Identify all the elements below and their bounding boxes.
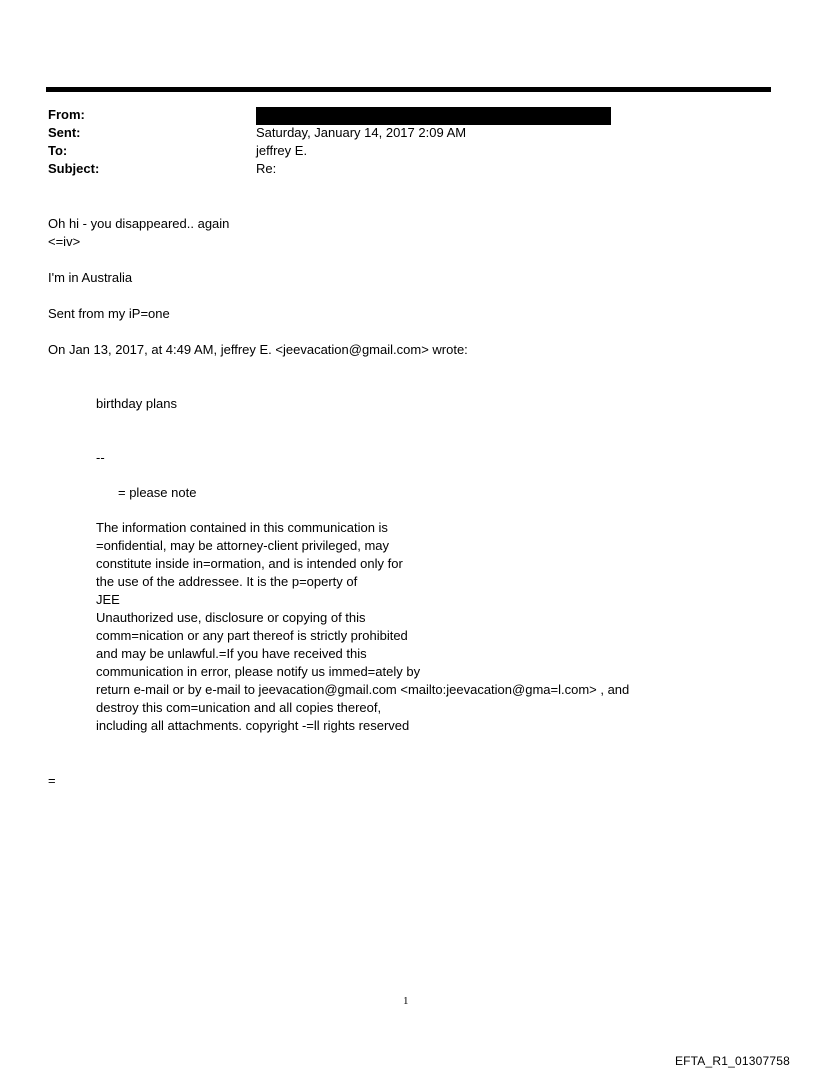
disclaimer-block [96,519,629,735]
message-line: Oh hi - you disappeared.. again [48,216,230,231]
disclaimer-line: and may be unlawful.=If you have received this [96,646,367,661]
quoted-note: = please note [118,485,197,500]
disclaimer-line: Unauthorized use, disclosure or copying of this [96,610,366,625]
quoted-separator: -- [96,450,105,465]
document-id: EFTA_R1_01307758 [674,1054,790,1068]
trailing-marker: = [48,773,56,788]
to-value: jeffrey E. [256,143,308,158]
redaction-bar [256,107,611,125]
page-number: 1 [403,995,409,1007]
disclaimer-line: JEE [96,592,120,607]
top-rule [46,87,771,92]
disclaimer-line: destroy this com=unication and all copies thereof, [96,700,382,715]
disclaimer-line: communication in error, please notify us immed=ately by [96,664,421,679]
disclaimer-line: constitute inside in=ormation, and is intended only for [96,556,403,571]
sent-row [48,124,748,142]
disclaimer-line: =onfidential, may be attorney-client privileged, may [96,538,390,553]
to-row [48,142,748,160]
disclaimer-line: comm=nication or any part thereof is strictly prohibited [96,628,408,643]
from-label: From: [48,107,85,122]
sent-label: Sent: [48,125,81,140]
message-line: I'm in Australia [48,270,133,285]
to-label: To: [48,143,68,158]
subject-value: Re: [256,161,277,176]
quote-intro: On Jan 13, 2017, at 4:49 AM, jeffrey E. <jeevacation@gmail.com> wrote: [48,342,468,357]
subject-row [48,160,748,178]
disclaimer-line: return e-mail or by e-mail to jeevacation@gmail.com <mailto:jeevacation@gma=l.com> , and [96,682,630,697]
message-line: <=iv> [48,234,81,249]
subject-label: Subject: [48,161,100,176]
disclaimer-line: including all attachments. copyright -=ll rights reserved [96,718,410,733]
message-signature: Sent from my iP=one [48,306,170,321]
sent-value: Saturday, January 14, 2017 2:09 AM [256,125,467,140]
email-header [48,106,748,178]
disclaimer-line: The information contained in this communication is [96,520,388,535]
from-row [48,106,748,124]
quoted-text: birthday plans [96,396,177,411]
disclaimer-line: the use of the addressee. It is the p=operty of [96,574,358,589]
